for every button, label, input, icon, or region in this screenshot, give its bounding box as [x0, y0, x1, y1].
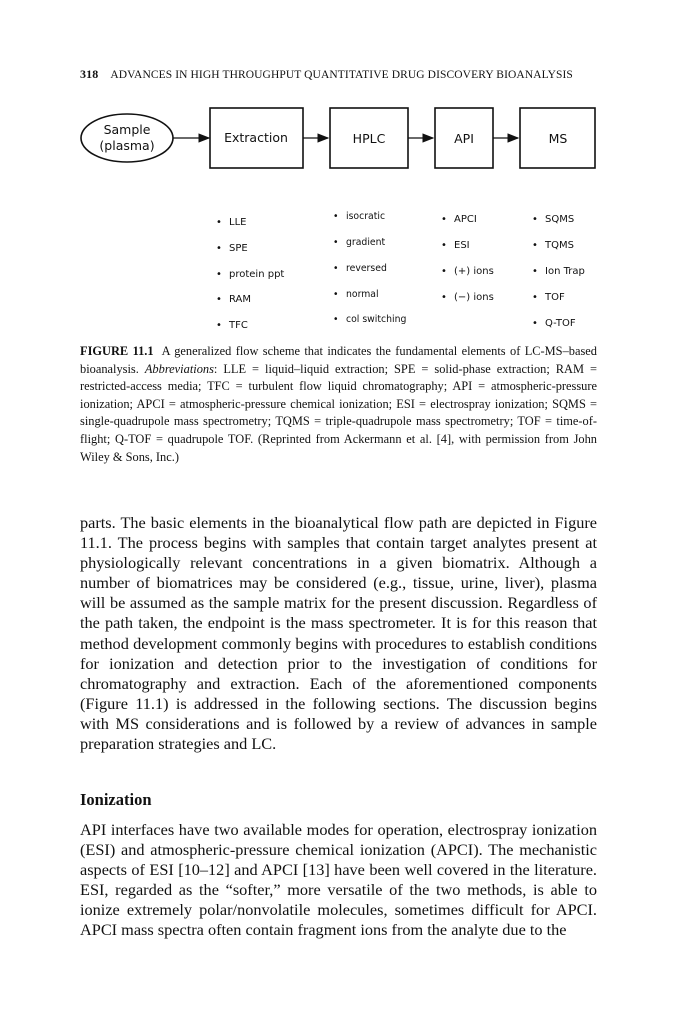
abbreviations-label: Abbreviations [144, 361, 214, 376]
extraction-list-item: RAM [229, 294, 252, 305]
ms-list-item: SQMS [545, 214, 575, 225]
ms-list-item: TQMS [545, 240, 574, 251]
ms-bullet: • [532, 266, 538, 277]
ms-label: MS [548, 131, 568, 146]
running-title: ADVANCES IN HIGH THROUGHPUT QUANTITATIVE DRUG DISCOVERY BIOANALYSIS [110, 69, 573, 81]
ms-list-item: Q-TOF [545, 318, 576, 329]
sample-label-line1: Sample [103, 122, 151, 137]
ms-list-item: TOF [545, 292, 565, 303]
extraction-list-item: LLE [229, 217, 247, 228]
hplc-bullet: • [333, 211, 339, 222]
hplc-list-item: isocratic [346, 211, 386, 222]
hplc-list-item: normal [346, 289, 379, 300]
flow-diagram [0, 0, 678, 340]
hplc-list-item: gradient [346, 237, 386, 248]
api-label: API [454, 131, 474, 146]
caption-text-1: A generalized flow scheme that indicates the fundamental elements of LC-MS–based bioanalysis. [80, 344, 597, 376]
api-list-item: (+) ions [454, 266, 494, 277]
hplc-list-item: reversed [346, 263, 387, 274]
ms-list [532, 214, 585, 329]
body-paragraph-1: parts. The basic elements in the bioanalytical flow path are depicted in Figure 11.1. The process begins with samples that contain target analytes present at physiologically relevant concentrations in a given biomatrix. Although a number of biomatrices may be considered (e.g., tissue, urine, liver), plasma will be assumed as the sample matrix for the present discussion. Regardless of the path taken, the endpoint is the mass spectrometer. It is for this reason that method development commonly begins with procedures to establish conditions for ionization and detection prior to the investigation of conditions for chromatography and extraction. Each of the aforementioned components (Figure 11.1) is addressed in the following sections. The discussion begins with MS considerations and is followed by a review of advances in sample preparation strategies and LC. [80, 513, 597, 754]
section-heading: Ionization [80, 790, 152, 809]
hplc-bullet: • [333, 237, 339, 248]
extraction-list [216, 217, 284, 331]
figure-caption [80, 343, 597, 466]
hplc-label: HPLC [352, 131, 386, 146]
body-paragraph-2: API interfaces have two available modes for operation, electrospray ionization (ESI) and atmospheric-pressure chemical ionization (APCI). The mechanistic aspects of ESI [10–12] and APCI [13] have been well covered in the literature. ESI, regarded as the “softer,” more versatile of the two methods, is able to ionize extremely polar/nonvolatile molecules, sometimes difficult for APCI. APCI mass spectra often contain fragment ions from the analyte due to the [80, 820, 597, 940]
extraction-bullet: • [216, 294, 222, 305]
extraction-bullet: • [216, 269, 222, 280]
extraction-label: Extraction [224, 130, 288, 145]
extraction-bullet: • [216, 217, 222, 228]
extraction-bullet: • [216, 320, 222, 331]
ms-list-item: Ion Trap [545, 266, 585, 277]
page-number: 318 [80, 67, 99, 81]
api-list-item: ESI [454, 240, 470, 251]
extraction-list-item: TFC [229, 320, 248, 331]
api-list-item: APCI [454, 214, 477, 225]
api-bullet: • [441, 266, 447, 277]
api-list-item: (−) ions [454, 292, 494, 303]
api-bullet: • [441, 292, 447, 303]
hplc-bullet: • [333, 314, 339, 325]
ms-bullet: • [532, 240, 538, 251]
sample-label-line2: (plasma) [99, 138, 155, 153]
extraction-list-item: SPE [229, 243, 248, 254]
extraction-bullet: • [216, 243, 222, 254]
hplc-list-item: col switching [346, 314, 407, 325]
extraction-list-item: protein ppt [229, 269, 285, 280]
ms-bullet: • [532, 214, 538, 225]
hplc-bullet: • [333, 263, 339, 274]
ms-bullet: • [532, 318, 538, 329]
hplc-bullet: • [333, 289, 339, 300]
ms-bullet: • [532, 292, 538, 303]
figure-label: FIGURE 11.1 [80, 344, 154, 358]
caption-text-2: : LLE = liquid–liquid extraction; SPE = solid-phase extraction; RAM = restricted-access media; TFC = turbulent flow liquid chromatography; API = atmospheric-pressure ionization; APCI = atmospheric-pressure chemical ionization; ESI = electrospray ionization; SQMS = single-quadrupole mass spectrometry; TQMS = triple-quadrupole mass spectrometry; TOF = time-of-flight; Q-TOF = quadrupole TOF. (Reprinted from Ackermann et al. [4], with permission from John Wiley & Sons, Inc.) [80, 361, 597, 464]
hplc-list [333, 211, 406, 325]
api-list [441, 214, 494, 303]
api-bullet: • [441, 214, 447, 225]
api-bullet: • [441, 240, 447, 251]
